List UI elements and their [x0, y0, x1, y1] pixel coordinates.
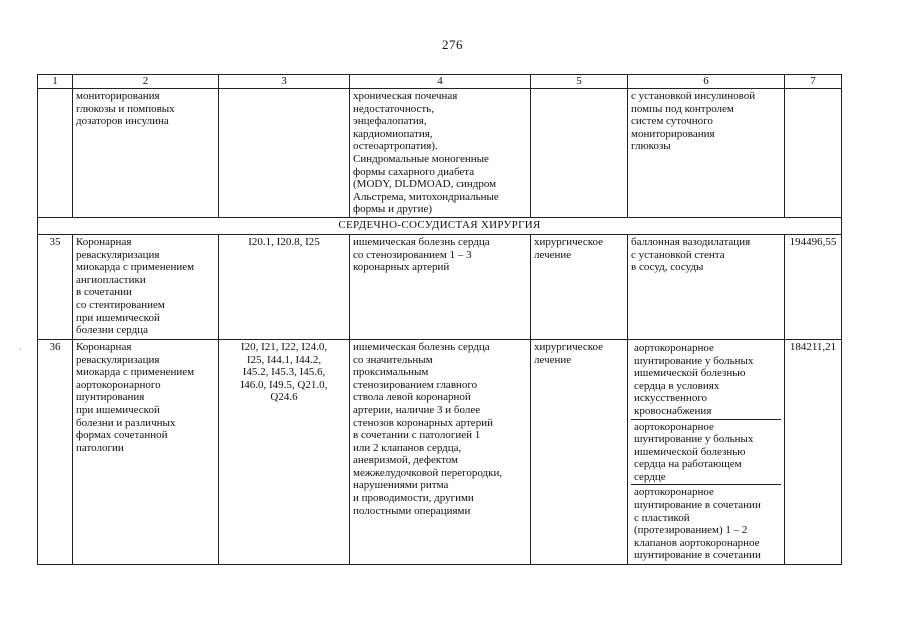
text-line: патологии	[76, 441, 124, 454]
text-line: клапанов аортокоронарное	[634, 536, 760, 549]
column-number: 1	[38, 75, 73, 89]
method-item	[631, 341, 781, 420]
text-line: реваскуляризация	[76, 353, 160, 366]
cell-price: 184211,21	[785, 339, 842, 564]
text-line: стенозированием главного	[353, 378, 478, 391]
method-item	[631, 485, 781, 563]
text-line: шунтирование у больных	[634, 354, 754, 367]
text-line: (протезированием) 1 – 2	[634, 524, 748, 537]
cell-name	[73, 234, 219, 339]
table-row	[38, 339, 842, 564]
text-line: со стентированием	[76, 298, 165, 311]
text-line: Q24.6	[270, 391, 298, 404]
text-line: кровоснабжения	[634, 404, 712, 417]
text-line: аневризмой, дефектом	[353, 454, 459, 467]
text-line: хроническая почечная	[353, 90, 458, 102]
method-item	[631, 420, 781, 486]
text-line: ишемической болезнью	[634, 445, 746, 458]
scan-mark: ·	[19, 344, 22, 354]
text-line: хирургическое	[534, 340, 604, 353]
row-number: 36	[38, 339, 73, 564]
text-line: Синдромальные моногенные	[353, 152, 489, 165]
text-line: искусственного	[634, 392, 708, 405]
text-line: аортокоронарное	[634, 486, 714, 499]
text-line: шунтирование в сочетании	[634, 549, 761, 562]
text-line: систем суточного	[631, 115, 713, 128]
text-line: болезни и различных	[76, 416, 176, 429]
column-number: 6	[628, 75, 785, 89]
text-line: мониторирования	[76, 90, 160, 102]
text-line: (MODY, DLDMOAD, синдром	[353, 178, 497, 191]
text-line: миокарда с применением	[76, 366, 195, 379]
text-line: мониторирования	[631, 127, 715, 140]
text-line: I25, I44.1, I44.2,	[246, 353, 322, 366]
text-line: с установкой инсулиновой	[631, 90, 756, 102]
text-line: шунтирование в сочетании	[634, 499, 761, 512]
text-line: аортокоронарное	[634, 341, 714, 354]
text-line: со значительным	[353, 353, 433, 366]
column-number: 4	[350, 75, 531, 89]
text-line: шунтирование у больных	[634, 433, 754, 446]
text-line: помпы под контролем	[631, 102, 734, 115]
text-line: формы сахарного диабета	[353, 165, 475, 178]
table-row	[38, 234, 842, 339]
text-line: формы и другие)	[353, 203, 433, 216]
text-line: I20, I21, I22, I24.0,	[240, 340, 328, 353]
text-line: Альстрема, митохондриальные	[353, 190, 499, 203]
text-line: Коронарная	[76, 340, 132, 353]
text-line: ишемической болезнью	[634, 367, 746, 380]
text-line: со стенозированием 1 – 3	[353, 248, 472, 261]
cell-method	[628, 89, 785, 218]
text-line: кардиомиопатия,	[353, 127, 433, 140]
text-line: лечение	[534, 248, 572, 261]
services-table	[37, 74, 842, 565]
text-line: или 2 клапанов сердца,	[353, 441, 462, 454]
text-line: с пластикой	[634, 511, 690, 524]
text-line: Коронарная	[76, 235, 132, 248]
cell-name	[73, 89, 219, 218]
column-number: 3	[219, 75, 350, 89]
column-number-row	[38, 75, 842, 89]
text-line: I45.2, I45.3, I45.6,	[242, 366, 326, 379]
text-line: ствола левой коронарной	[353, 391, 471, 404]
text-line: с установкой стента	[631, 248, 725, 261]
text-line: миокарда с применением	[76, 261, 195, 274]
cell-codes	[219, 234, 350, 339]
text-line: формах сочетанной	[76, 429, 168, 442]
text-line: хирургическое	[534, 235, 604, 248]
text-line: I46.0, I49.5, Q21.0,	[240, 378, 328, 391]
column-number: 2	[73, 75, 219, 89]
page-number: 276	[442, 37, 463, 52]
text-line: нарушениями ритма	[353, 479, 449, 492]
text-line: энцефалопатия,	[353, 115, 427, 128]
cell-treatment	[531, 234, 628, 339]
cell-method	[628, 234, 785, 339]
text-line: ишемическая болезнь сердца	[353, 235, 490, 248]
text-line: реваскуляризация	[76, 248, 160, 261]
text-line: ангиопластики	[76, 273, 146, 286]
text-line: стенозов коронарных артерий	[353, 416, 493, 429]
section-row	[38, 217, 842, 234]
text-line: шунтирования	[76, 391, 145, 404]
text-line: аортокоронарного	[76, 378, 161, 391]
cell-methods	[628, 339, 785, 564]
text-line: артерии, наличие 3 и более	[353, 403, 481, 416]
text-line: сердца на работающем	[634, 458, 742, 471]
text-line: и проводимости, другими	[353, 492, 474, 505]
text-line: дозаторов инсулина	[76, 115, 169, 128]
text-line: остеоартропатия).	[353, 140, 438, 153]
text-line: глюкозы и помповых	[76, 102, 175, 115]
cell-price: 194496,55	[785, 234, 842, 339]
text-line: при ишемической	[76, 311, 160, 324]
row-number: 35	[38, 234, 73, 339]
text-line: проксимальным	[353, 366, 429, 379]
text-line: глюкозы	[631, 140, 671, 153]
text-line: межжелудочковой перегородки,	[353, 466, 503, 479]
continued-row	[38, 89, 842, 218]
column-number: 5	[531, 75, 628, 89]
column-number: 7	[785, 75, 842, 89]
text-line: в сочетании с патологией 1	[353, 429, 481, 442]
cell-codes	[219, 339, 350, 564]
text-line: болезни сердца	[76, 324, 148, 337]
text-line: сердца в условиях	[634, 379, 720, 392]
cell-diagnosis	[350, 234, 531, 339]
cell-diagnosis	[350, 89, 531, 218]
cell-treatment	[531, 89, 628, 218]
text-line: коронарных артерий	[353, 261, 450, 274]
text-line: полостными операциями	[353, 504, 471, 517]
text-line: I20.1, I20.8, I25	[248, 235, 320, 248]
section-title: СЕРДЕЧНО-СОСУДИСТАЯ ХИРУРГИЯ	[38, 217, 842, 234]
cell-diagnosis	[350, 339, 531, 564]
text-line: в сосуд, сосуды	[631, 261, 704, 274]
text-line: баллонная вазодилатация	[631, 235, 751, 248]
text-line: сердце	[634, 470, 666, 483]
cell-treatment	[531, 339, 628, 564]
text-line: аортокоронарное	[634, 420, 714, 433]
text-line: при ишемической	[76, 403, 160, 416]
cell-codes	[219, 89, 350, 218]
cell-name	[73, 339, 219, 564]
cell-num	[38, 89, 73, 218]
cell-price	[785, 89, 842, 218]
text-line: в сочетании	[76, 286, 132, 299]
text-line: недостаточность,	[353, 102, 434, 115]
text-line: лечение	[534, 353, 572, 366]
text-line: ишемическая болезнь сердца	[353, 340, 490, 353]
